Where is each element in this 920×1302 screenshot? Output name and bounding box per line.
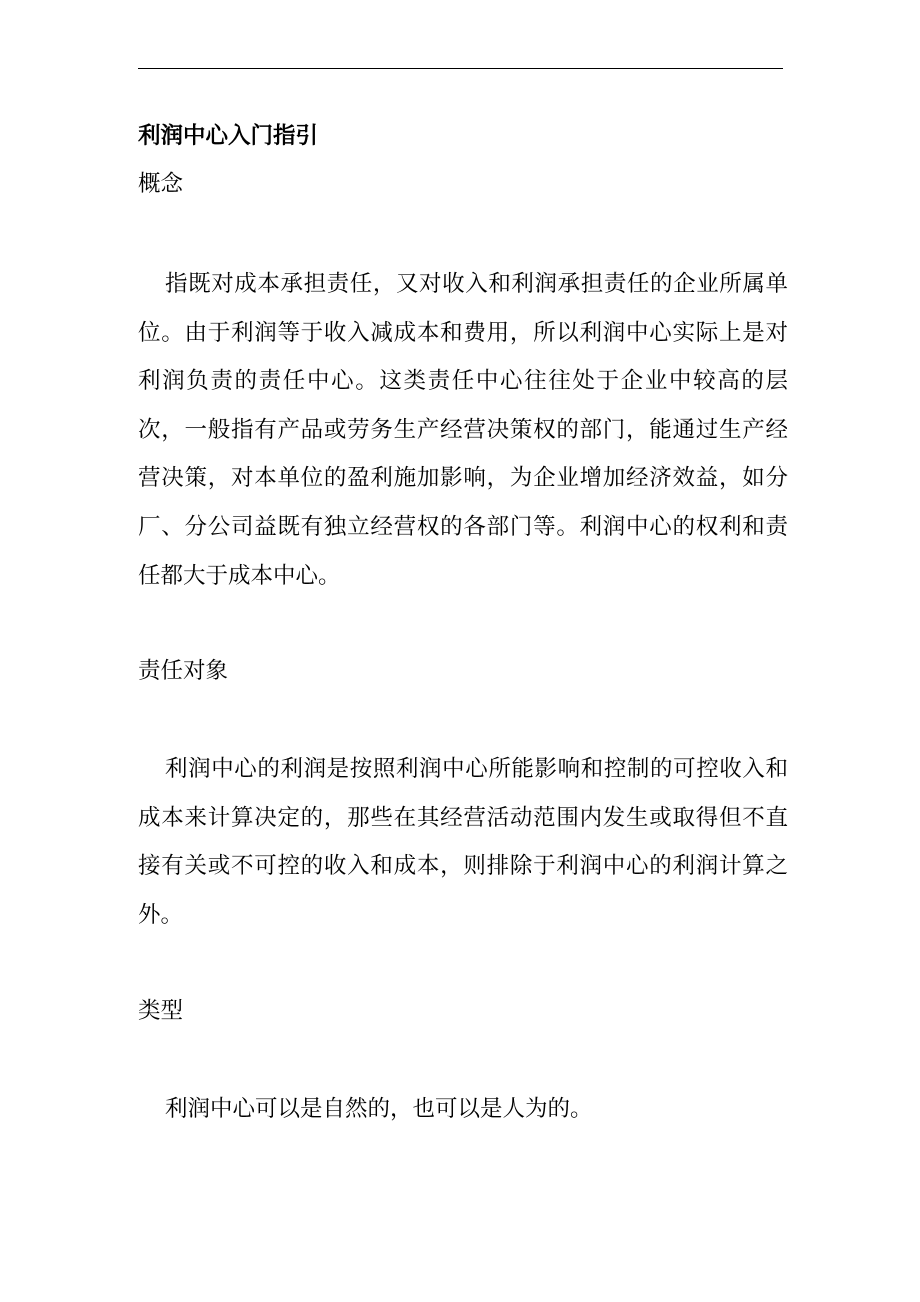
spacer xyxy=(138,1035,788,1085)
document-body xyxy=(138,112,788,1133)
section-heading-responsibility: 责任对象 xyxy=(138,658,229,685)
section-paragraph-concept: 指既对成本承担责任，又对收入和利润承担责任的企业所属单位。由于利润等于收入减成本和费用，所以利润中心实际上是对利润负责的责任中心。这类责任中心往往处于企业中较高的层次，一般指有产品或劳务生产经营决策权的部门，能通过生产经营决策，对本单位的盈利施加影响，为企业增加经济效益，如分厂、分公司益既有独立经营权的各部门等。利润中心的权利和责任都大于成本中心。 xyxy=(138,271,788,589)
section-paragraph-responsibility: 利润中心的利润是按照利润中心所能影响和控制的可控收入和成本来计算决定的，那些在其经营活动范围内发生或取得但不直接有关或不可控的收入和成本，则排除于利润中心的利润计算之外。 xyxy=(138,756,788,928)
spacer xyxy=(138,695,788,745)
section-paragraph-types: 利润中心可以是自然的，也可以是人为的。 xyxy=(165,1095,593,1122)
section-heading-types: 类型 xyxy=(138,997,184,1024)
spacer xyxy=(138,940,788,987)
document-title: 利润中心入门指引 xyxy=(138,123,319,149)
spacer xyxy=(138,600,788,647)
section-heading-concept: 概念 xyxy=(138,171,184,197)
spacer xyxy=(138,208,788,260)
header-rule xyxy=(138,68,783,69)
